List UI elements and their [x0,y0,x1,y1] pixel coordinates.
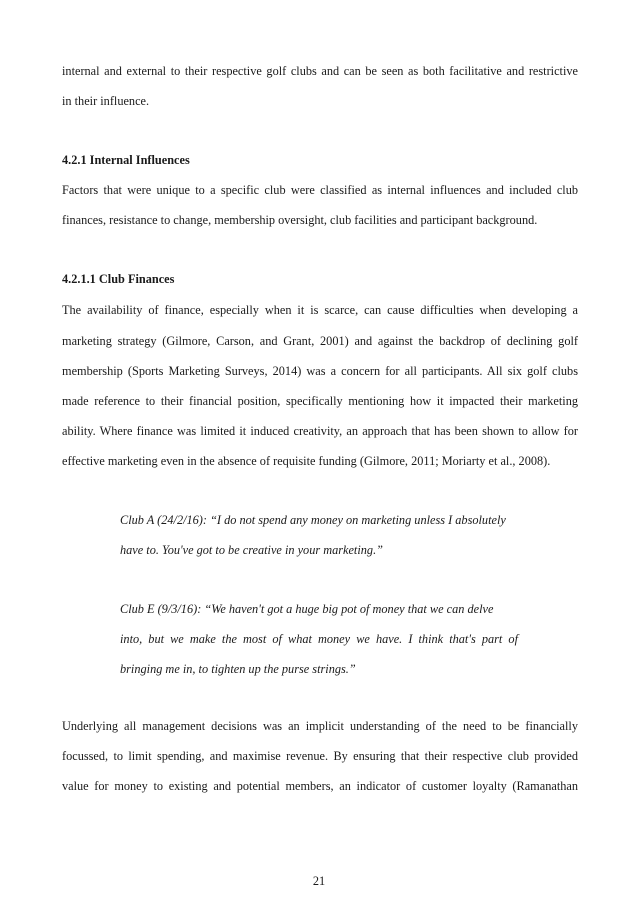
paragraph-line: focussed, to limit spending, and maximise revenue. By ensuring that their respective club provided [62,749,578,763]
paragraph-line: effective marketing even in the absence of requisite funding (Gilmore, 2011; Moriarty et al., 2008). [62,454,551,468]
quote-line: have to. You've got to be creative in your marketing.” [120,543,383,557]
page-number: 21 [312,874,326,888]
paragraph-line: The availability of finance, especially when it is scarce, can cause difficulties when developing a [62,303,578,317]
quote-line: into, but we make the most of what money we have. I think that's part of [120,632,518,646]
paragraph-line: ability. Where finance was limited it induced creativity, an approach that has been shown to allow for [62,424,578,438]
quote-line: Club A (24/2/16): “I do not spend any money on marketing unless I absolutely [120,513,506,527]
subsection-heading: 4.2.1.1 Club Finances [62,272,175,286]
paragraph-line: internal and external to their respective golf clubs and can be seen as both facilitative and restrictive [62,64,578,78]
paragraph-line: marketing strategy (Gilmore, Carson, and Grant, 2001) and against the backdrop of declining golf [62,334,578,348]
paragraph-line: made reference to their financial position, specifically mentioning how it impacted their marketing [62,394,578,408]
paragraph-line: finances, resistance to change, membership oversight, club facilities and participant background. [62,213,538,227]
quote-line: bringing me in, to tighten up the purse strings.” [120,662,356,676]
paragraph-line: in their influence. [62,94,150,108]
paragraph-line: Underlying all management decisions was an implicit understanding of the need to be financially [62,719,578,733]
section-heading: 4.2.1 Internal Influences [62,153,190,167]
paragraph-line: membership (Sports Marketing Surveys, 2014) was a concern for all participants. All six golf clubs [62,364,578,378]
quote-line: Club E (9/3/16): “We haven't got a huge big pot of money that we can delve [120,602,494,616]
paragraph-line: value for money to existing and potential members, an indicator of customer loyalty (Ramanathan [62,779,578,793]
paragraph-line: Factors that were unique to a specific club were classified as internal influences and included club [62,183,578,197]
